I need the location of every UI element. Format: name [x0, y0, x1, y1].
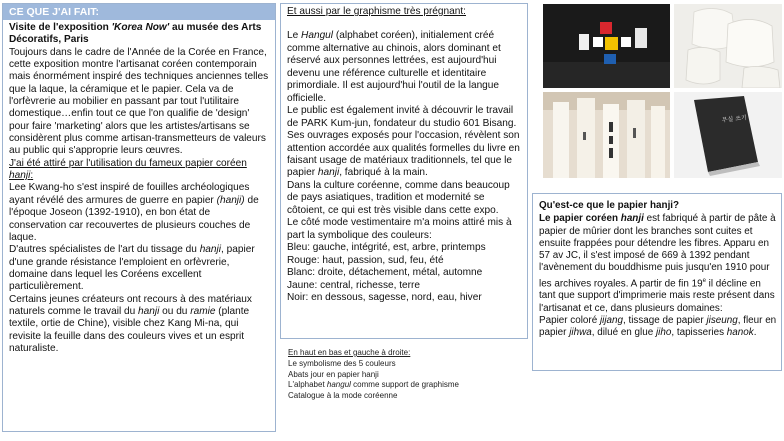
intro-paragraph: Toujours dans le cadre de l'Année de la Corée en France, cette exposition montre l'artisanat coréen contemporain mais énormément inspiré des techniques anciennes telles que la laque, la céramique et le papier. Cela va de l'orfèvrerie au mobilier en passant par tout l'utilitaire domestique…enfin tout ce que l'on qualifie de 'design' pour faire 'marketing' alors que les artistes/artisans se considèrent plus comme artisan-transmetteurs de valeurs au public qui s'approprie leurs œuvres. — [9, 46, 269, 157]
hanji-uses-paragraph: Papier coloré jijang, tissage de papier jiseung, fleur en papier jihwa, dilué en glue jiho, tapisseries hanok. — [539, 314, 777, 339]
color-meaning-item: Bleu: gauche, intégrité, est, arbre, printemps — [287, 242, 486, 254]
lampshade-photo — [674, 4, 782, 88]
caption-heading: En haut en bas et gauche à droite: — [288, 348, 411, 357]
color-meaning-item: Jaune: central, richesse, terre — [287, 279, 420, 291]
color-meaning-item: Noir: en dessous, sagesse, nord, eau, hiver — [287, 291, 482, 303]
lee-kwang-ho-paragraph: Lee Kwang-ho s'est inspiré de fouilles archéologiques ayant révélé des armures de guerre en papier (hanji) de l'époque Joseon (1392-1910), en bon état de conservation car recouvertes de plusieurs couches de laque. — [9, 182, 259, 243]
hanji-question: Qu'est-ce que le papier hanji? — [539, 200, 680, 211]
photo-caption — [288, 348, 524, 402]
caption-line: L'alphabet hangul comme support de graphisme — [288, 380, 459, 390]
tradition-paragraph: Dans la culture coréenne, comme dans beaucoup de pays asiatiques, tradition et modernité se côtoient, ce qui est très visible dans cette expo. — [287, 179, 510, 216]
young-creators-paragraph: Certains jeunes créateurs ont recours à des matériaux naturels comme le travail du hanji ou du ramie (plante textile, ortie de Chine), visible chez Kang Mi-na, qui revisite la feuille dans des couleurs vives et un esprit naturaliste. — [9, 293, 252, 354]
catalogue-book-photo — [674, 92, 782, 178]
hangul-paragraph: Le Hangul (alphabet coréen), initialement créé comme alternative au chinois, alors dominant et réservé aux personnes lettrées, est aujourd'hui devenu une référence culturelle et identitaire primordiale. Il est aujourd'hui l'outil de la langue officielle. — [287, 30, 501, 104]
book-cover-text: 무실 쓰기 — [721, 114, 748, 124]
middle-body — [281, 4, 527, 304]
attraction-line: J'ai été attiré par l'utilisation du fameux papier coréen hanji: — [9, 157, 247, 182]
hanji-body — [533, 194, 781, 340]
graphism-heading: Et aussi par le graphisme très prégnant: — [287, 6, 466, 17]
visit-title: Visite de l'exposition 'Korea Now' au musée des Arts Décoratifs, Paris — [9, 22, 262, 46]
color-meaning-item: Blanc: droite, détachement, métal, automne — [287, 267, 483, 279]
hanji-panel — [532, 193, 782, 371]
section-header: CE QUE J'AI FAIT: — [3, 4, 275, 20]
graphism-panel — [280, 3, 528, 339]
caption-line: Abats jour en papier hanji — [288, 369, 379, 379]
hangul-installation-photo — [543, 92, 670, 178]
left-body — [3, 20, 275, 355]
hanji-paragraph: Le papier coréen hanji est fabriqué à partir de pâte à papier de mûrier dont les branches sont cuites et ensuite frappées pour détendre les fibres. Apparu en 57 av JC, il s'est imposé de 669 à 1392 pendant l'avènement du bouddhisme puis jusqu'en 1910 pour les archives royales. A partir de fin 19e il décline en tant que support d'imprimerie mais reste présent dans l'artisanat et ce, dans plusieurs domaines: — [539, 213, 776, 314]
specialists-paragraph: D'autres spécialistes de l'art du tissage du hanji, papier d'une grande résistance l'emploient en orfèvrerie, domaine dans lequel les Coréens excellent particulièrement. — [9, 244, 255, 293]
what-i-did-panel — [2, 3, 276, 432]
color-symbolism-photo — [543, 4, 670, 88]
color-meaning-item: Rouge: haut, passion, sud, feu, été — [287, 254, 444, 266]
caption-line: Le symbolisme des 5 couleurs — [288, 358, 396, 368]
caption-line: Catalogue à la mode coréenne — [288, 391, 398, 401]
park-kum-jun-paragraph: Le public est également invité à découvrir le travail de PARK Kum-jun, fondateur du studio 601 Bisang. Ses ouvrages exposés pour l'occasion, révèlent son attention accordée aux qualités formelles du livre en faisant usage de matériaux traditionnels, tel que le papier hanji, fabriqué à la main. — [287, 105, 520, 179]
fashion-paragraph: Le côté mode vestimentaire m'a moins attiré mis à part la symbolique des couleurs: — [287, 217, 512, 241]
